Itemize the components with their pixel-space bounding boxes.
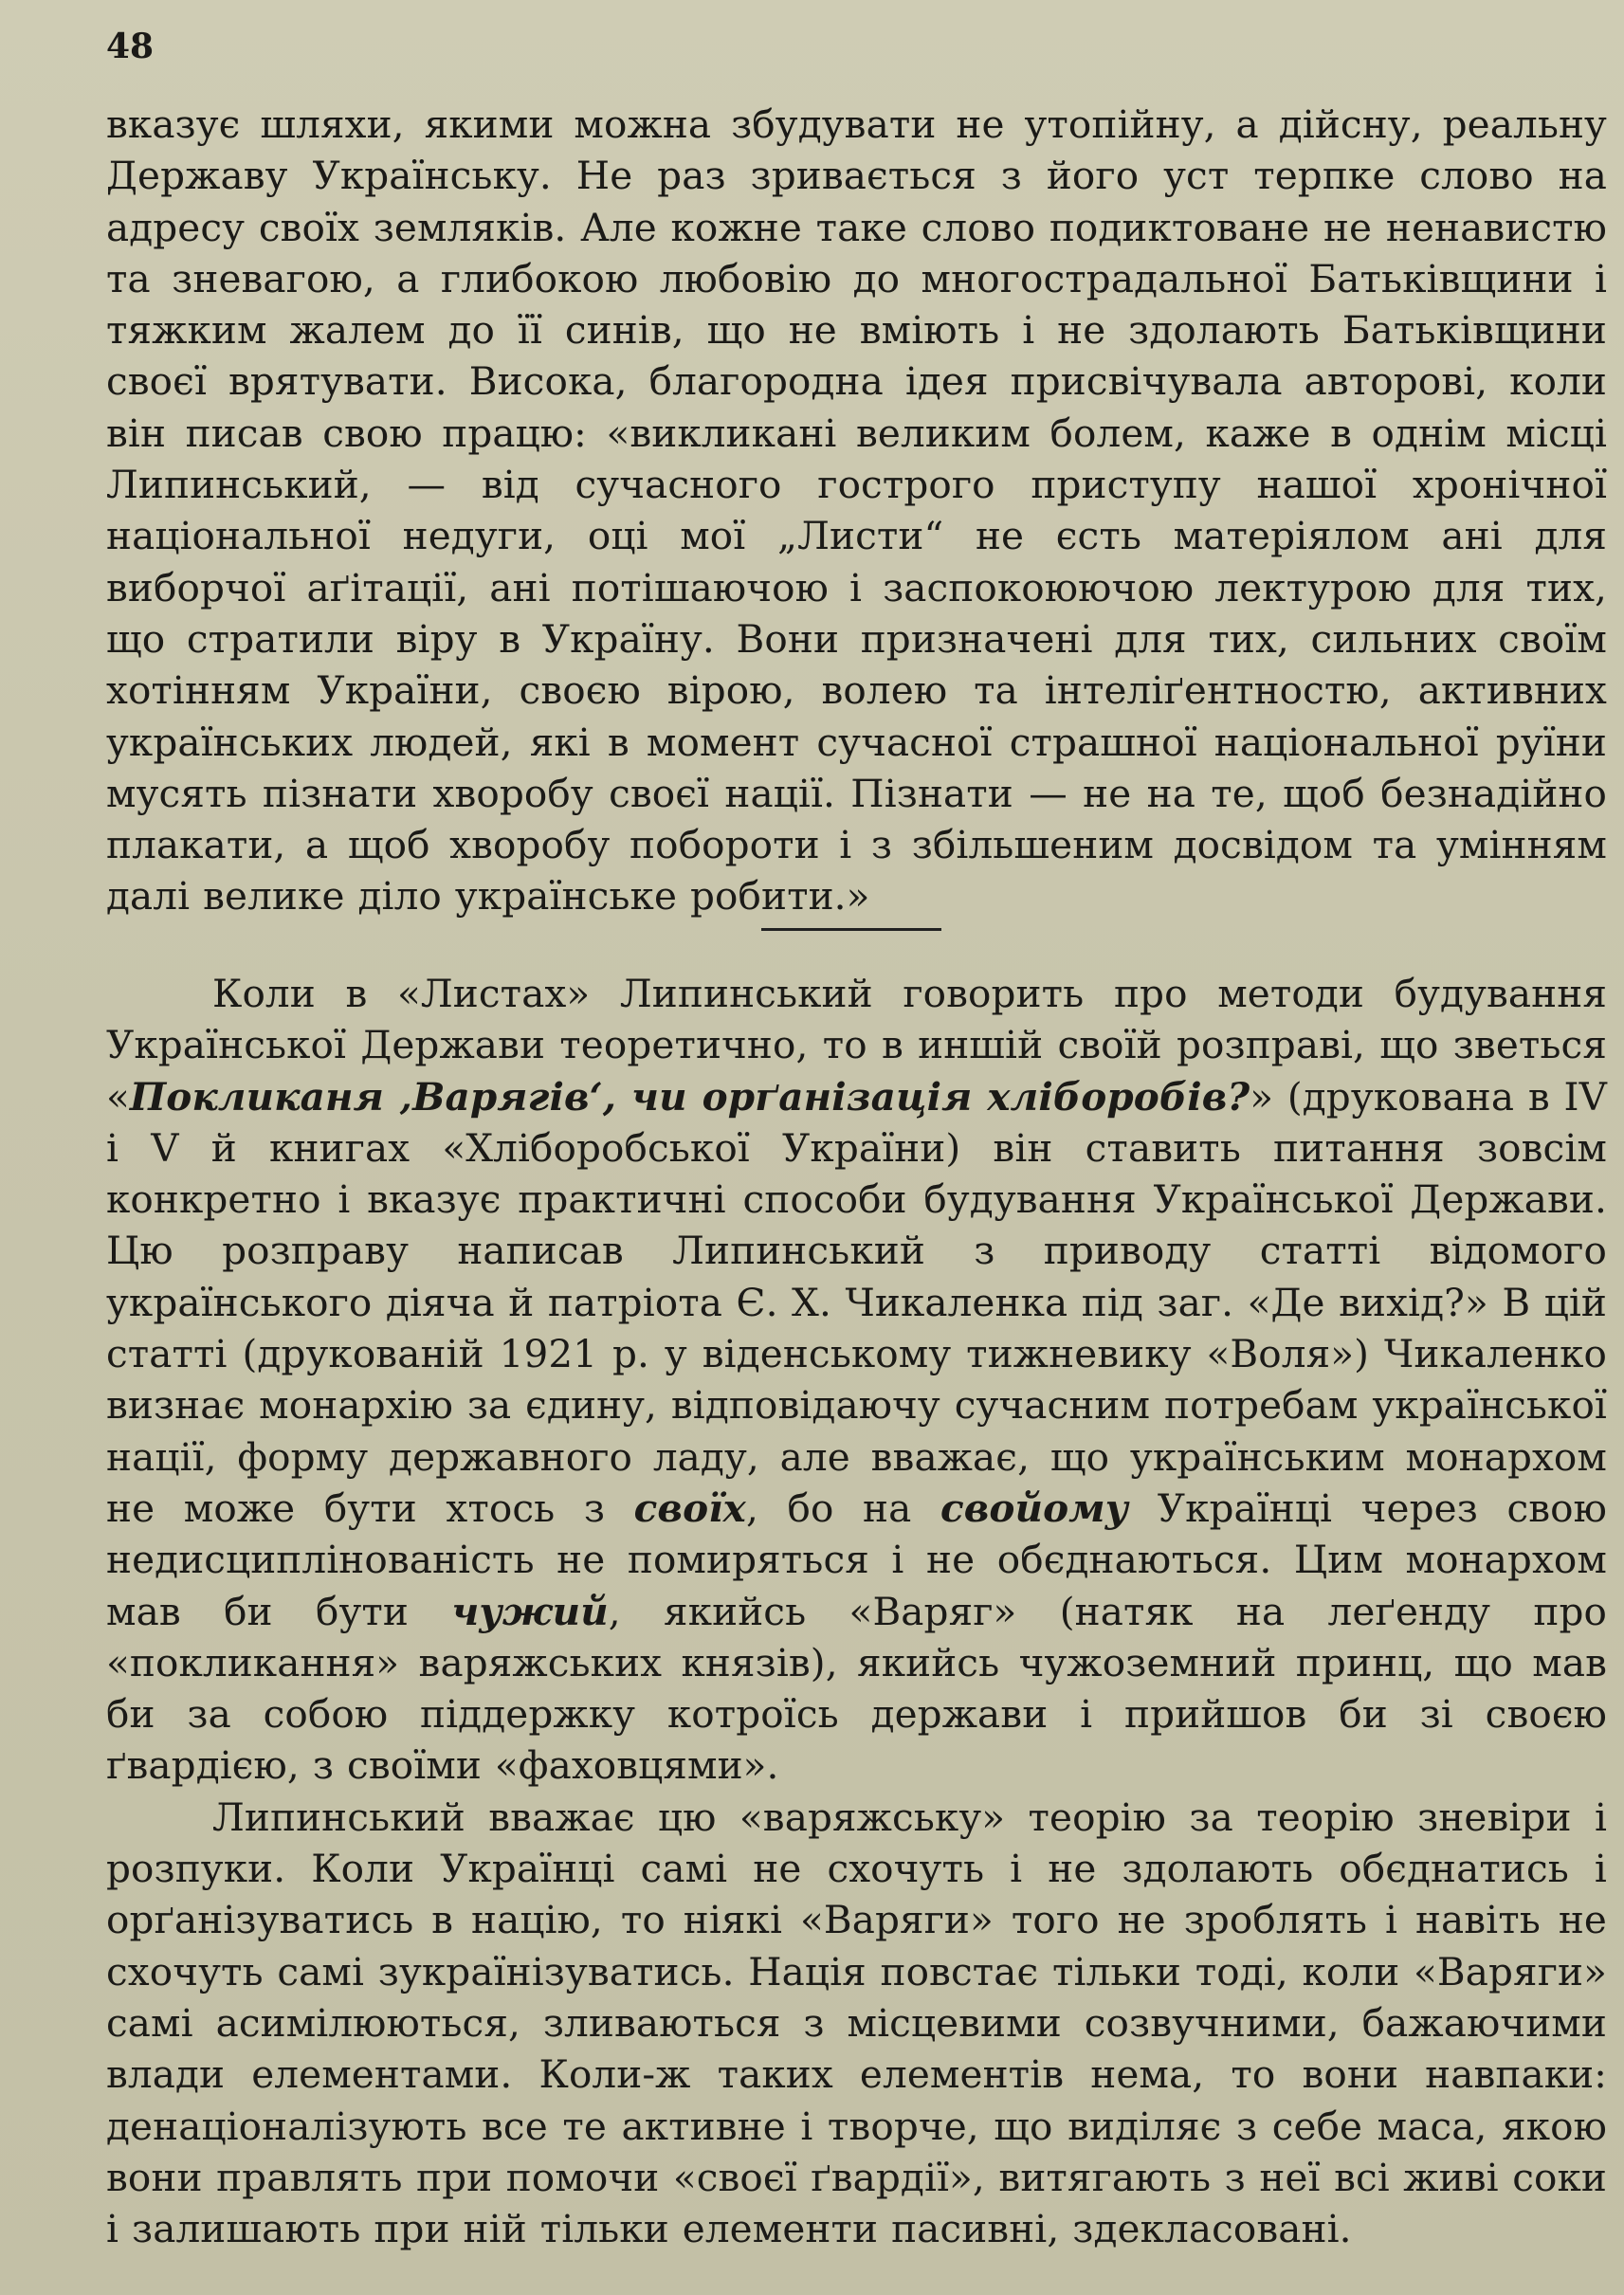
paragraph-chykalenko (106, 968, 1607, 1792)
top-text-block (106, 99, 1607, 922)
emphasis-svoiomu: свойому (940, 1484, 1129, 1531)
emphasis-svoikh: своїх (633, 1484, 746, 1531)
section-divider (761, 928, 941, 931)
paragraph-text: Українці через свою недисциплінованість не помиряться і не обєднаються. Цим монархом мав би бути (106, 1484, 1607, 1634)
continued-paragraph: вказує шляхи, якими можна збудувати не утопійну, а дійсну, реальну Державу Українську. Не раз зривається з його уст терпке слово на адресу своїх земляків. Але кожне таке слово подиктоване не ненавистю та зневагою, а глибокою любовію до многострадальної Батьківщини і тяжким жалем до її синів, що не вміють і не здолають Батьківщини своєї врятувати. Висока, благородна ідея присвічувала авторові, коли він писав свою працю: «викликані великим болем, каже в однім місці Липинський, — від сучасного гострого приступу нашої хронічної національної недуги, оці мої „Листи“ не єсть матеріялом ані для виборчої аґітації, ані потішаючою і заспокоюючою лектурою для тих, що стратили віру в Україну. Вони призначені для тих, сильних своїм хотінням України, своєю вірою, волею та інтеліґентностю, активних українських людей, які в момент сучасної страшної національної руїни мусять пізнати хворобу своєї нації. Пізнати — не на те, щоб безнадійно плакати, а щоб хворобу побороти і з збільшеним досвідом та умінням далі велике діло українське робити.» (106, 101, 1607, 920)
paragraph-text: , якийсь «Варяг» (натяк на леґенду про «покликання» варяжських князів), якийсь чужоземний принц, що мав би за собою піддержку котроїсь держави і прийшов би зі своєю ґвардією, з своїми «фаховцями». (106, 1588, 1607, 1789)
treatise-title: Покликаня ‚Варягів‘, чи орґанізація хліборобів? (129, 1073, 1250, 1120)
page-number: 48 (106, 27, 155, 66)
paragraph-text: Коли в «Листах» Липинський говорить про методи будування Української Держави теоретично, то в иншій своїй розправі, що зветься « (106, 971, 1607, 1120)
paragraph-text: , бо на (745, 1484, 940, 1531)
paragraph-text: » (друкована в IV і V й книгах «Хліборобської України) він ставить питання зовсім конкретно і вказує практичні способи будування Української Держави. Цю розправу написав Липинський з приводу статті відомого українського діяча й патріота Є. Х. Чикаленка під заг. «Де вихід?» В цій статті (друкованій 1921 р. у віденському тижневику «Воля») Чикаленко визнає монархію за єдину, відповідаючу сучасним потребам української нації, форму державного ладу, але вважає, що українським монархом не може бути хтось з (106, 1073, 1607, 1531)
bottom-text-block (106, 968, 1607, 2254)
paragraph-variazhska-teoria: Липинський вважає цю «варяжську» теорію за теорію зневіри і розпуки. Коли Українці самі не схочуть і не здолають обєднатись і орґанізуватись в націю, то ніякі «Варяги» того не зроблять і навіть не схочуть самі зукраїнізуватись. Нація повстає тільки тоді, коли «Варяги» самі асимілюються, зливаються з місцевими созвучними, бажаючими влади елементами. Коли-ж таких елементів нема, то вони навпаки: денаціоналізують все те активне і творче, що виділяє з себе маса, якою вони правлять при помочи «своєї ґвардії», витягають з неї всі живі соки і залишають при ній тільки елементи пасивні, здекласовані. (106, 1794, 1607, 2252)
emphasis-chuzhyi: чужий (451, 1588, 609, 1634)
